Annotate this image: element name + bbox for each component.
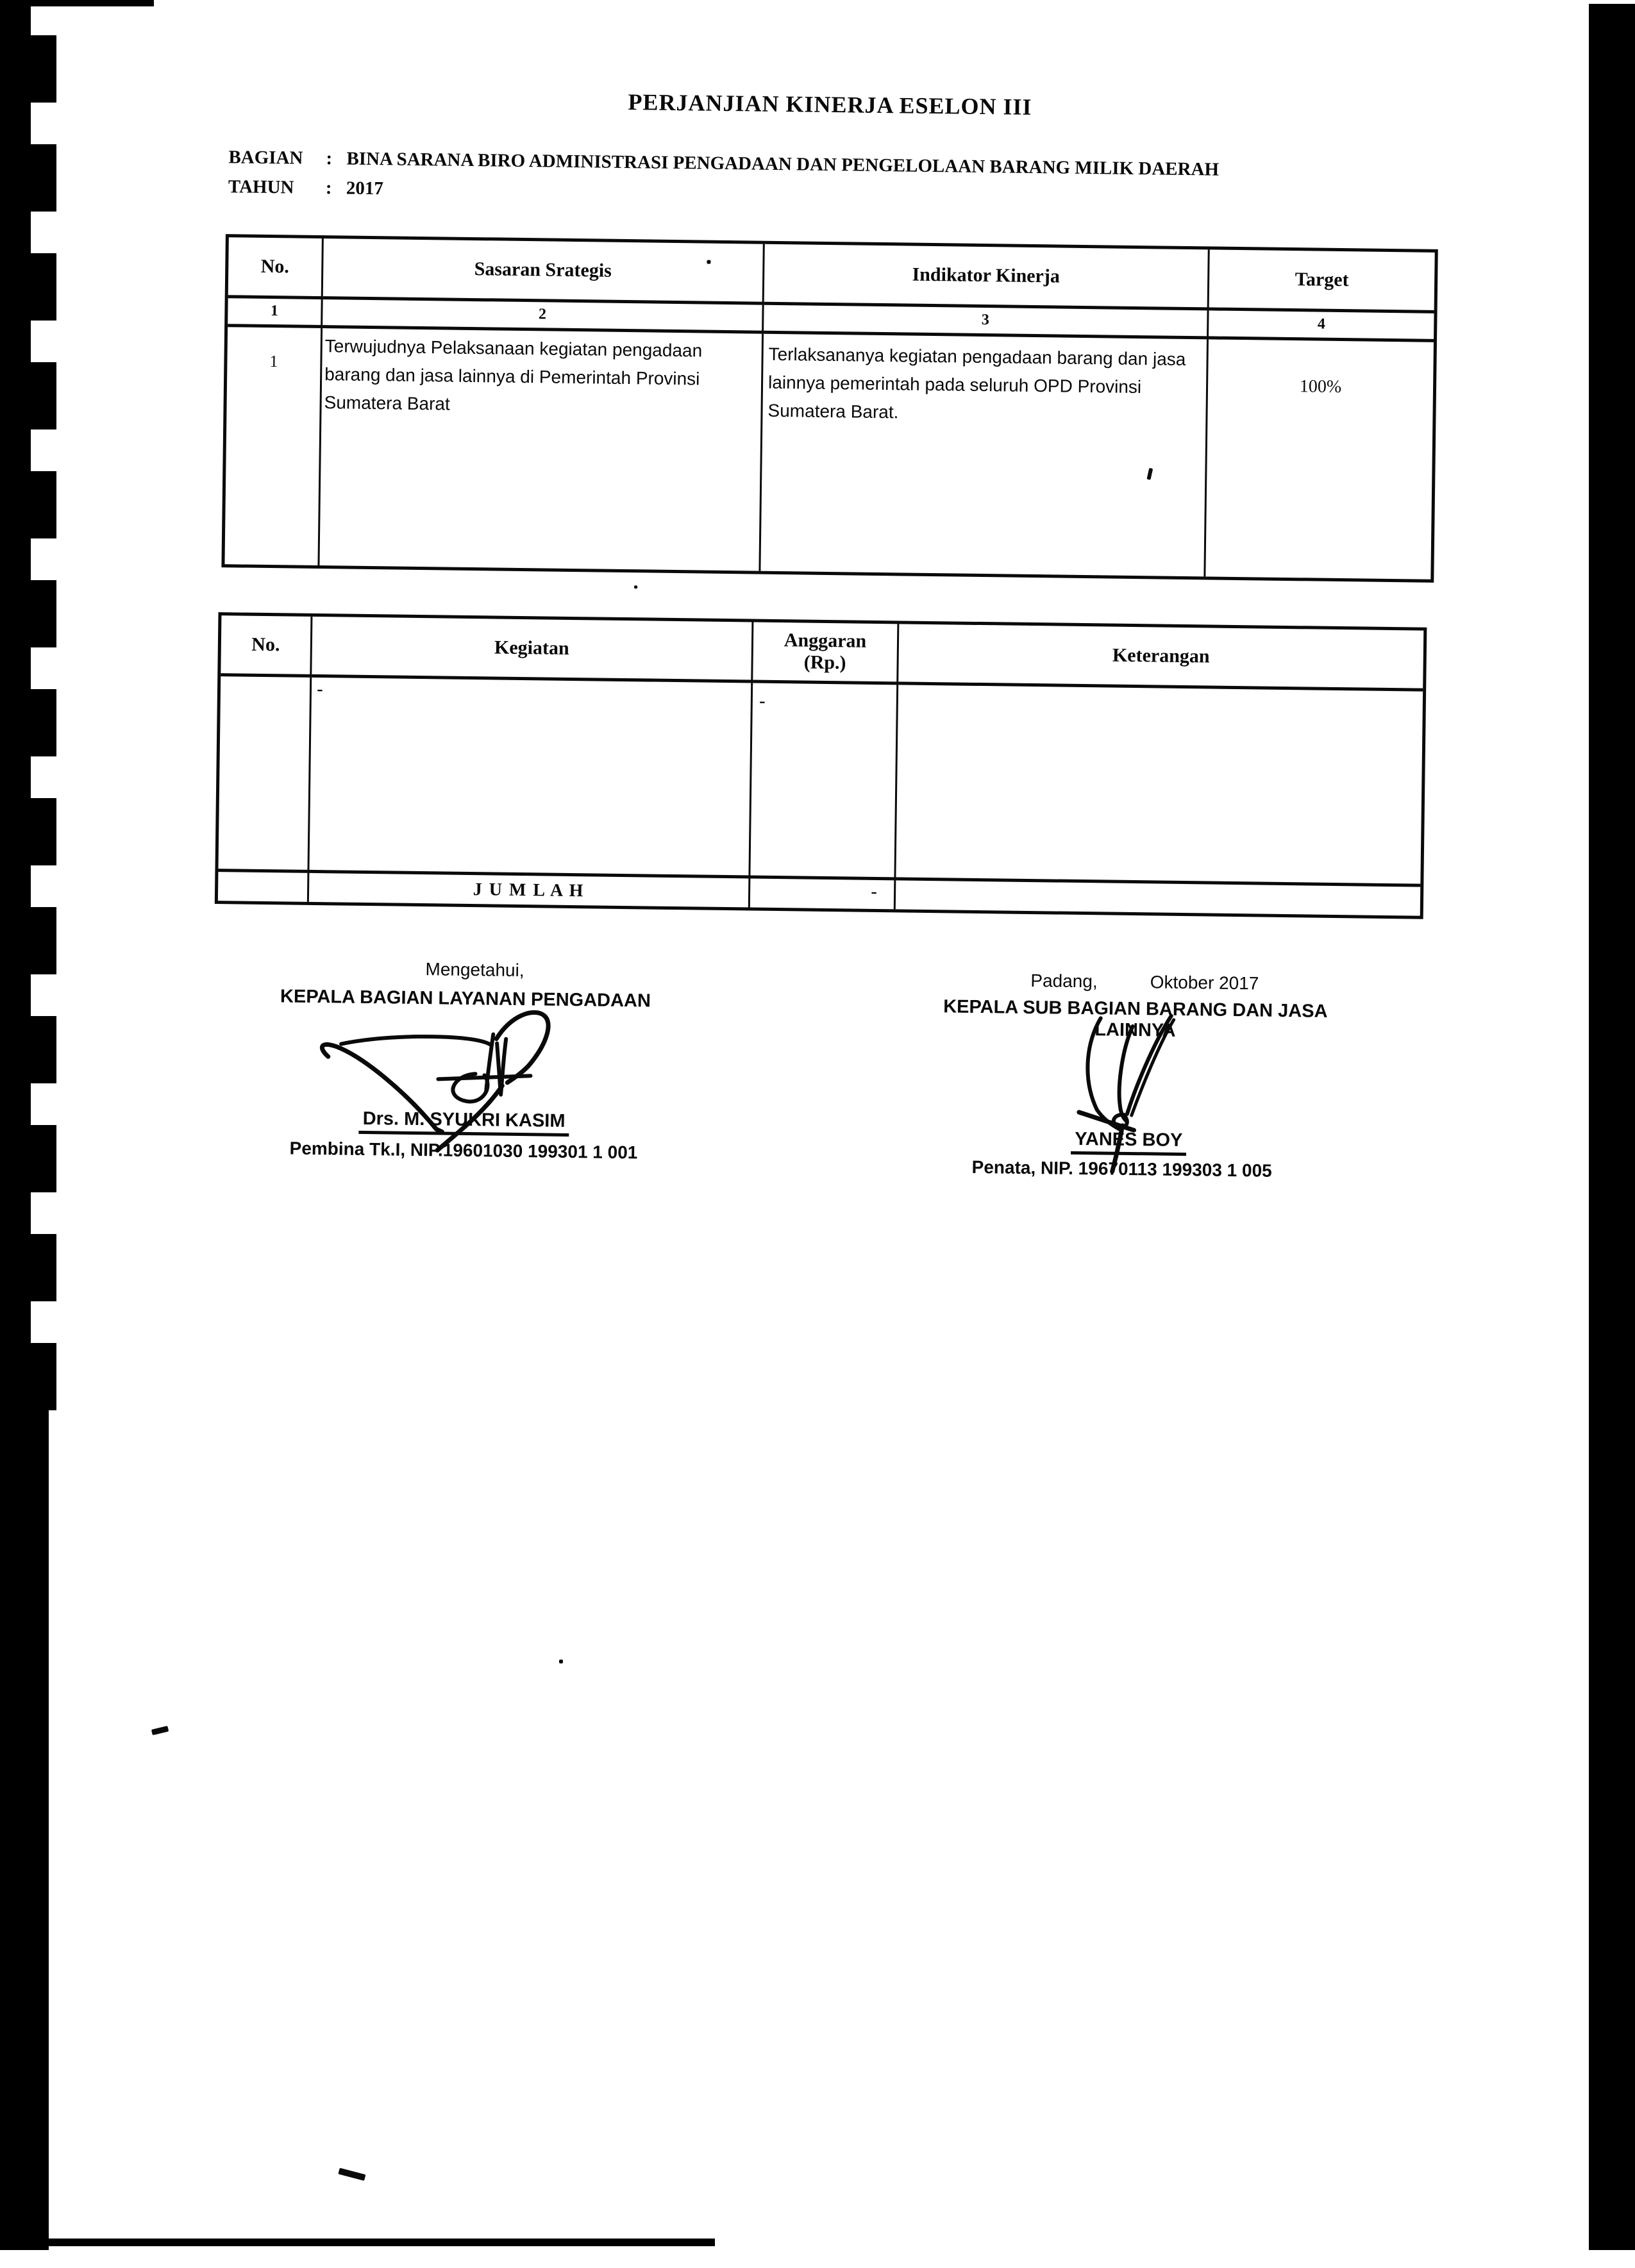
performance-colnum-3: 3	[764, 305, 1209, 340]
binding-mark	[0, 1234, 56, 1301]
budget-header-anggaran	[753, 622, 899, 685]
scan-top-edge	[0, 0, 154, 6]
scan-right-edge	[1589, 4, 1635, 2250]
performance-header-target: Target	[1209, 249, 1435, 313]
binding-mark	[0, 689, 56, 756]
scan-left-edge-lower	[0, 1404, 49, 2250]
tahun-separator: :	[325, 178, 332, 199]
left-signature-title: KEPALA BAGIAN LAYANAN PENGADAAN	[280, 986, 651, 1012]
budget-total-keterangan	[896, 880, 1421, 915]
binding-mark	[0, 907, 56, 974]
signature-date: Oktober 2017	[1150, 972, 1259, 994]
sasaran-line-2: barang dan jasa lainnya di Pemerintah Provinsi	[324, 364, 700, 389]
scan-speck-3	[634, 585, 637, 588]
binding-mark	[0, 471, 56, 538]
left-signature-name: Drs. M. SYUKRI KASIM	[271, 1107, 656, 1138]
right-signature-place-date	[920, 969, 1369, 996]
performance-row-indikator	[760, 334, 1209, 577]
right-signature-title: KEPALA SUB BAGIAN BARANG DAN JASA LAINNYA	[943, 996, 1328, 1041]
budget-row-kegiatan: -	[309, 678, 753, 879]
binding-mark	[0, 35, 56, 103]
performance-header-sasaran: Sasaran Srategis	[323, 238, 765, 305]
performance-colnum-1: 1	[228, 298, 323, 328]
budget-total-no	[218, 872, 310, 902]
right-signature-name: YANES BOY	[904, 1127, 1353, 1158]
tahun-label: TAHUN	[228, 176, 294, 198]
bagian-label: BAGIAN	[228, 147, 303, 169]
budget-header-kegiatan: Kegiatan	[312, 617, 753, 683]
left-signature-pre: Mengetahui,	[425, 959, 524, 981]
sasaran-line-1: Terwujudnya Pelaksanaan kegiatan pengadaan	[324, 336, 703, 361]
budget-total-anggaran: -	[750, 879, 896, 910]
budget-row-keterangan	[896, 685, 1423, 887]
indikator-line-2: lainnya pemerintah pada seluruh OPD Provinsi	[767, 372, 1142, 397]
binding-mark	[0, 253, 56, 321]
performance-header-no: No.	[228, 237, 324, 299]
budget-header-no: No.	[221, 615, 312, 678]
performance-colnum-4: 4	[1209, 310, 1434, 342]
budget-table	[215, 612, 1427, 919]
sasaran-line-3: Sumatera Barat	[324, 392, 450, 414]
left-signature-stroke	[309, 1001, 555, 1162]
performance-row-sasaran	[319, 328, 764, 571]
performance-row-target: 100%	[1299, 376, 1342, 397]
performance-table	[221, 234, 1438, 583]
right-signature-nip: Penata, NIP. 19670113 199303 1 005	[971, 1156, 1272, 1181]
binding-mark	[0, 1343, 56, 1410]
pen-mark-tilde-bottom	[338, 2168, 365, 2181]
binding-mark	[0, 580, 56, 647]
signature-place: Padang,	[1030, 971, 1098, 992]
tahun-value: 2017	[346, 178, 384, 199]
binding-mark	[0, 362, 56, 429]
page-title: PERJANJIAN KINERJA ESELON III	[628, 89, 1032, 120]
document-meta	[228, 142, 1220, 213]
binding-mark	[0, 798, 56, 865]
scan-speck-1	[707, 260, 710, 264]
performance-colnum-2: 2	[323, 299, 764, 334]
performance-header-indikator: Indikator Kinerja	[764, 244, 1210, 311]
anggaran-header-line-2: (Rp.)	[803, 651, 846, 674]
scan-speck-2	[559, 1660, 563, 1663]
indikator-line-3: Sumatera Barat.	[767, 400, 899, 422]
scan-bottom-edge	[0, 2239, 715, 2246]
budget-row-no	[218, 676, 312, 873]
indikator-line-1: Terlaksananya kegiatan pengadaan barang dan jasa	[768, 344, 1186, 369]
budget-total-label: J U M L A H	[309, 873, 751, 908]
left-signature-nip: Pembina Tk.I, NIP.19601030 199301 1 001	[289, 1138, 638, 1163]
anggaran-header-line-1: Anggaran	[784, 630, 867, 652]
bagian-separator: :	[326, 148, 333, 169]
binding-mark	[0, 144, 56, 212]
performance-row-no: 1	[224, 327, 323, 565]
binding-mark	[0, 1125, 56, 1192]
binding-mark	[0, 1016, 56, 1083]
budget-header-keterangan: Keterangan	[898, 624, 1423, 691]
budget-row-anggaran: -	[750, 683, 898, 881]
pen-mark-dash-left-margin	[151, 1726, 169, 1735]
bagian-value: BINA SARANA BIRO ADMINISTRASI PENGADAAN DAN PENGELOLAAN BARANG MILIK DAERAH	[346, 148, 1220, 180]
